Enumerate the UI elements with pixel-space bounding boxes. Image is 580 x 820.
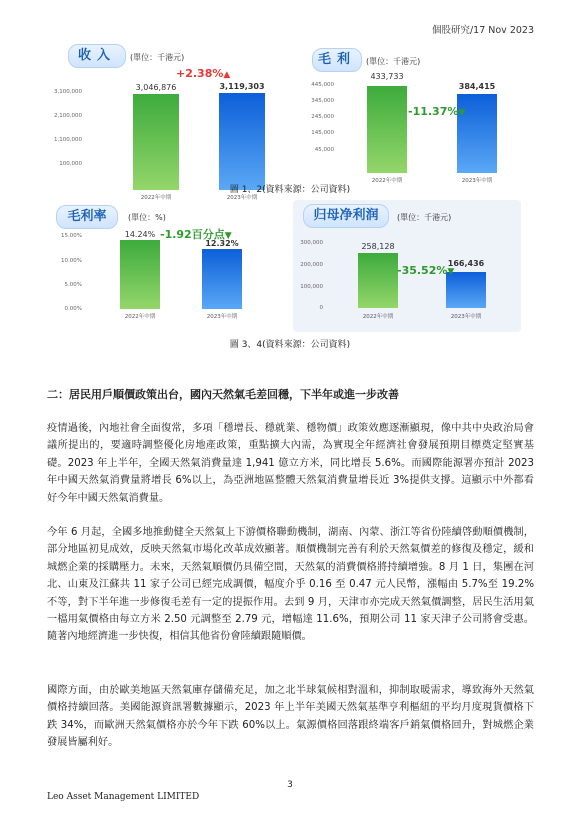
gross-margin-unit: (單位：%) — [128, 213, 166, 222]
revenue-bar-2023 — [219, 93, 265, 190]
y-tick: 345,000 — [311, 98, 334, 104]
y-tick: 3,100,000 — [54, 89, 82, 95]
x-tick-label: 2023年中期 — [450, 314, 482, 320]
y-tick: 1,100,000 — [54, 137, 82, 143]
gross-margin-chart — [56, 202, 278, 332]
revenue-change: +2.38%▲ — [176, 67, 231, 80]
gross-margin-bar-2022 — [120, 240, 160, 309]
y-tick: 2,100,000 — [54, 113, 82, 119]
y-tick: 5.00% — [64, 282, 82, 288]
x-tick-label: 2023年中期 — [461, 178, 493, 184]
net-profit-bar-2022 — [358, 253, 398, 308]
bar-value-label: 433,733 — [370, 72, 404, 81]
gross-profit-title-badge: 毛利 — [312, 48, 362, 72]
revenue-bar-2022 — [133, 94, 179, 190]
y-tick: 100,000 — [59, 161, 82, 167]
bar-value-label: 384,415 — [458, 82, 496, 91]
bar-value-label: 258,128 — [361, 242, 395, 251]
gross-profit-chart — [311, 46, 522, 184]
report-header: 個股研究/17 Nov 2023 — [431, 25, 534, 36]
gross-margin-title-badge: 毛利率 — [56, 205, 118, 229]
gross-margin-change: -1.92百分点▼ — [160, 228, 232, 241]
page-number: 3 — [287, 780, 293, 790]
paragraph-1: 疫情過後，內地社會全面復常，多項「穩增長、穩就業、穩物價」政策效應逐漸顯現，像中共中央政治局會議所提出的，要適時調整優化房地產政策，重點擴大內需，為實現全年經濟社會發展預期目標奠定堅實基礎。2023 年上半年，全國天然氣消費量達 1,941 億立方米，同比增長 5.6%。而國際能源署亦預計 2023 年中國天然氣消費量將增長 6%以上，為亞洲地區整體天然氣消費量增長近 3%提供支撐。這顯示中外都看好今年中國天然氣消費量。 — [47, 423, 534, 504]
bar-value-label: 166,436 — [447, 259, 485, 268]
bar-value-label: 14.24% — [124, 230, 156, 239]
figure-caption-3-4: 圖 3、4(資料來源：公司資料) — [229, 340, 351, 350]
x-tick-label: 2023年中期 — [206, 314, 238, 320]
net-profit-chart — [293, 200, 521, 332]
bar-value-label: 3,046,876 — [135, 83, 177, 92]
net-profit-unit: (單位：千港元) — [397, 213, 452, 222]
y-tick: 245,000 — [311, 114, 334, 120]
x-tick-label: 2023年中期 — [226, 195, 258, 201]
footer-company: Leo Asset Management LIMITED — [47, 792, 200, 802]
y-tick: 100,000 — [300, 284, 323, 290]
x-tick-label: 2022年中期 — [140, 195, 172, 201]
figure-caption-1-2: 圖 1、2(資料來源：公司資料) — [229, 185, 351, 195]
y-tick: 200,000 — [300, 262, 323, 268]
revenue-unit: (單位：千港元) — [130, 53, 185, 62]
paragraph-3: 國際方面，由於歐美地區天然氣庫存儲備充足，加之北半球氣候相對溫和，抑制取暖需求，導致海外天然氣價格持續回落。美國能源資訊署數據顯示，2023 年上半年美國天然氣基準亨利樞紐的平均月度現貨價格下跌 34%，而歐洲天然氣價格亦於今年下跌 60%以上。氣源價格回落跟終端客戶銷氣價格回升，對城燃企業發展皆屬利好。 — [47, 685, 534, 749]
y-tick: 0.00% — [64, 306, 82, 312]
bar-value-label: 12.32% — [205, 239, 239, 248]
y-tick: 145,000 — [311, 130, 334, 136]
gross-profit-unit: (單位：千港元) — [366, 57, 421, 66]
paragraph-2: 今年 6 月起，全國多地推動健全天然氣上下游價格聯動機制，湖南、內蒙、浙江等省份陸續啓動順價機制，部分地區初見成效，反映天然氣市場化改革成效顯著。順價機制完善有利於天然氣價差的修復及穩定，緩和城燃企業的採購壓力。未來，天然氣順價仍具備空間，天然氣的消費價格將持續增強。8 月 1 日，集團在河北、山東及江蘇共 11 家子公司已經完成調價，幅度介乎 0.16 至 0.47 元人民幣，漲幅由 5.7%至 19.2%不等，對下半年進一步修復毛差有一定的提振作用。去到 9 月，天津市亦完成天然氣價調整，居民生活用氣一檔用氣價格由每立方米 2.50 元調整至 2.79 元，增幅達 11.6%，預期公司 11 家天津子公司將會受惠。隨著內地經濟進一步快復，相信其他省份會陸續跟隨順價。 — [47, 527, 534, 643]
gross-profit-change: -11.37%▼ — [408, 105, 466, 118]
section-title: 二：居民用戶順價政策出台，國內天然氣毛差回穩，下半年或進一步改善 — [47, 388, 399, 401]
x-tick-label: 2022年中期 — [124, 314, 156, 320]
y-tick: 0 — [319, 305, 323, 311]
x-tick-label: 2022年中期 — [371, 178, 403, 184]
net-profit-change: -35.52%▼ — [397, 264, 455, 277]
bar-value-label: 3,119,303 — [219, 82, 265, 91]
y-tick: 45,000 — [314, 147, 334, 153]
gross-margin-bar-2023 — [202, 249, 242, 309]
x-tick-label: 2022年中期 — [362, 314, 394, 320]
y-tick: 445,000 — [311, 82, 334, 88]
y-tick: 15.00% — [61, 233, 82, 239]
revenue-title-badge: 收入 — [68, 44, 126, 68]
net-profit-bar-2023 — [446, 272, 486, 308]
y-tick: 10.00% — [61, 258, 82, 264]
y-tick: 300,000 — [300, 240, 323, 246]
net-profit-title-badge: 归母净利润 — [303, 204, 389, 228]
gross-profit-bar-2022 — [367, 86, 407, 173]
